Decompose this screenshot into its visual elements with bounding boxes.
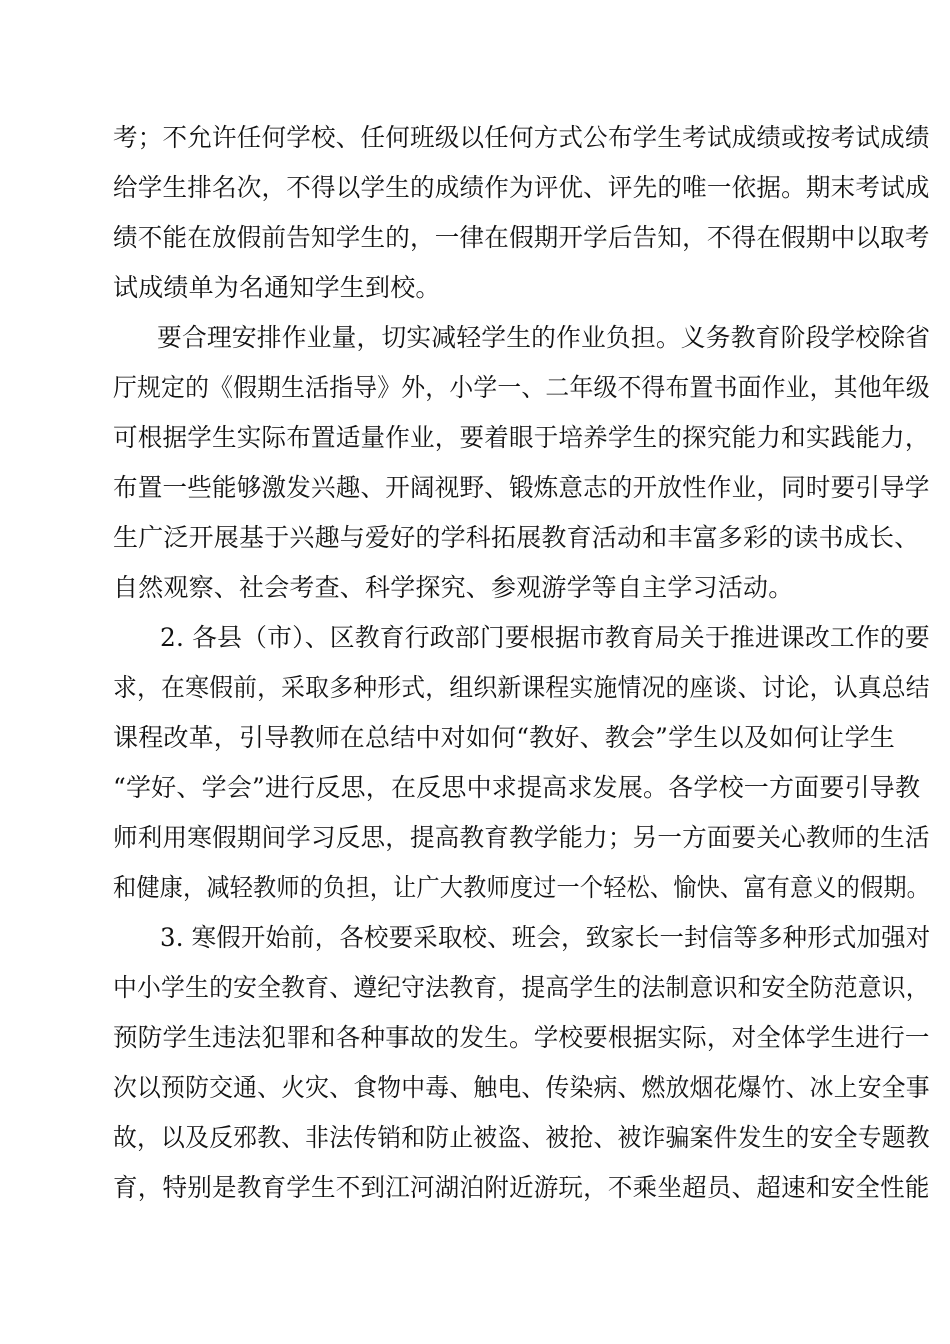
text-line: 中小学生的安全教育、遵纪守法教育，提高学生的法制意识和安全防范意识， — [113, 973, 930, 1002]
text-line: 给学生排名次，不得以学生的成绩作为评优、评先的唯一依据。期末考试成 — [113, 173, 930, 202]
paragraph-first-line: 3. 寒假开始前，各校要采取校、班会，致家长一封信等多种形式加强对 — [160, 923, 931, 952]
text-line: 故，以及反邪教、非法传销和防止被盗、被抢、被诈骗案件发生的安全专题教 — [113, 1123, 930, 1152]
paragraph-first-line: 要合理安排作业量，切实减轻学生的作业负担。义务教育阶段学校除省 — [157, 323, 931, 352]
text-line: 绩不能在放假前告知学生的，一律在假期开学后告知，不得在假期中以取考 — [113, 223, 930, 252]
paragraph-first-line: 2. 各县（市）、区教育行政部门要根据市教育局关于推进课改工作的要 — [160, 623, 930, 652]
text-line: “学好、学会”进行反思，在反思中求提高求发展。各学校一方面要引导教 — [113, 773, 921, 802]
text-line: 自然观察、社会考查、科学探究、参观游学等自主学习活动。 — [113, 573, 794, 602]
text-line: 生广泛开展基于兴趣与爱好的学科拓展教育活动和丰富多彩的读书成长、 — [113, 523, 920, 552]
text-line: 课程改革，引导教师在总结中对如何“教好、教会”学生以及如何让学生 — [113, 723, 895, 752]
text-line: 布置一些能够激发兴趣、开阔视野、锻炼意志的开放性作业，同时要引导学 — [113, 473, 930, 502]
text-line: 试成绩单为名通知学生到校。 — [113, 273, 441, 302]
text-line: 可根据学生实际布置适量作业，要着眼于培养学生的探究能力和实践能力， — [113, 423, 930, 452]
text-line: 次以预防交通、火灾、食物中毒、触电、传染病、燃放烟花爆竹、冰上安全事 — [113, 1073, 930, 1102]
text-line: 和健康，减轻教师的负担，让广大教师度过一个轻松、愉快、富有意义的假期。 — [113, 873, 931, 902]
text-line: 育，特别是教育学生不到江河湖泊附近游玩，不乘坐超员、超速和安全性能 — [113, 1173, 930, 1202]
text-line: 求，在寒假前，采取多种形式，组织新课程实施情况的座谈、讨论，认真总结 — [113, 673, 930, 702]
text-line: 厅规定的《假期生活指导》外，小学一、二年级不得布置书面作业，其他年级 — [113, 373, 930, 402]
text-line: 预防学生违法犯罪和各种事故的发生。学校要根据实际，对全体学生进行一 — [113, 1023, 930, 1052]
text-line: 师利用寒假期间学习反思，提高教育教学能力；另一方面要关心教师的生活 — [113, 823, 930, 852]
text-line: 考；不允许任何学校、任何班级以任何方式公布学生考试成绩或按考试成绩 — [113, 123, 930, 152]
